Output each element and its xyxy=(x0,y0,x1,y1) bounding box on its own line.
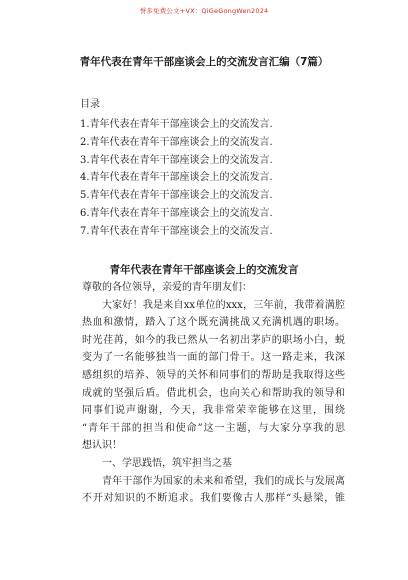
section-title: 青年代表在青年干部座谈会上的交流发言 xyxy=(109,264,299,276)
toc-item[interactable]: 4.青年代表在青年干部座谈会上的交流发言. xyxy=(80,172,273,184)
paragraph-line: 时光荏苒，如今的我已然从一名初出茅庐的职场小白，蜕 xyxy=(82,334,345,346)
paragraph-line: 成就的坚强后盾。借此机会，也向关心和帮助我的领导和 xyxy=(82,387,345,399)
toc-item[interactable]: 2.青年代表在青年干部座谈会上的交流发言. xyxy=(80,136,273,148)
toc-item[interactable]: 7.青年代表在青年干部座谈会上的交流发言. xyxy=(80,225,273,237)
toc-item[interactable]: 1.青年代表在青年干部座谈会上的交流发言. xyxy=(80,119,273,130)
paragraph-line: 感组织的培养、领导的关怀和同事们的帮助是我取得这些 xyxy=(82,369,345,381)
paragraph-line: 变为了一名能够独当一面的部门骨干。这一路走来，我深 xyxy=(82,352,345,364)
paragraph-line: 大家好！我是来自xx单位的xxx，三年前，我带着满腔 xyxy=(102,299,345,311)
paragraph-line: 想认识！ xyxy=(82,440,122,452)
paragraph-line: 不开对知识的不断追求。我们要像古人那样“头悬梁，锥 xyxy=(82,493,345,505)
table-of-contents xyxy=(80,95,273,241)
toc-item[interactable]: 3.青年代表在青年干部座谈会上的交流发言. xyxy=(80,154,273,166)
toc-item[interactable]: 5.青年代表在青年干部座谈会上的交流发言. xyxy=(80,190,273,202)
salutation-line: 尊敬的各位领导，亲爱的青年朋友们： xyxy=(82,282,252,293)
speech-body xyxy=(82,279,345,508)
toc-heading: 目录 xyxy=(80,99,100,110)
subheading-line: 一、学思践悟，筑牢担当之基 xyxy=(102,457,232,469)
toc-item[interactable]: 6.青年代表在青年干部座谈会上的交流发言. xyxy=(80,207,273,219)
paragraph-line: “青年干部的担当和使命”这一主题，与大家分享我的思 xyxy=(82,422,345,434)
document-title: 青年代表在青年干部座谈会上的交流发言汇编（7篇） xyxy=(79,56,329,68)
paragraph-line: 青年干部作为国家的未来和希望，我们的成长与发展离 xyxy=(102,475,345,487)
watermark-text: 誉多免费公文+VX：QiGeGongWen2024 xyxy=(139,7,269,15)
paragraph-line: 同事们说声谢谢，今天，我非常荣幸能够在这里，围绕 xyxy=(82,405,345,417)
paragraph-line: 热血和激情，踏入了这个既充满挑战又充满机遇的职场。 xyxy=(82,317,345,329)
